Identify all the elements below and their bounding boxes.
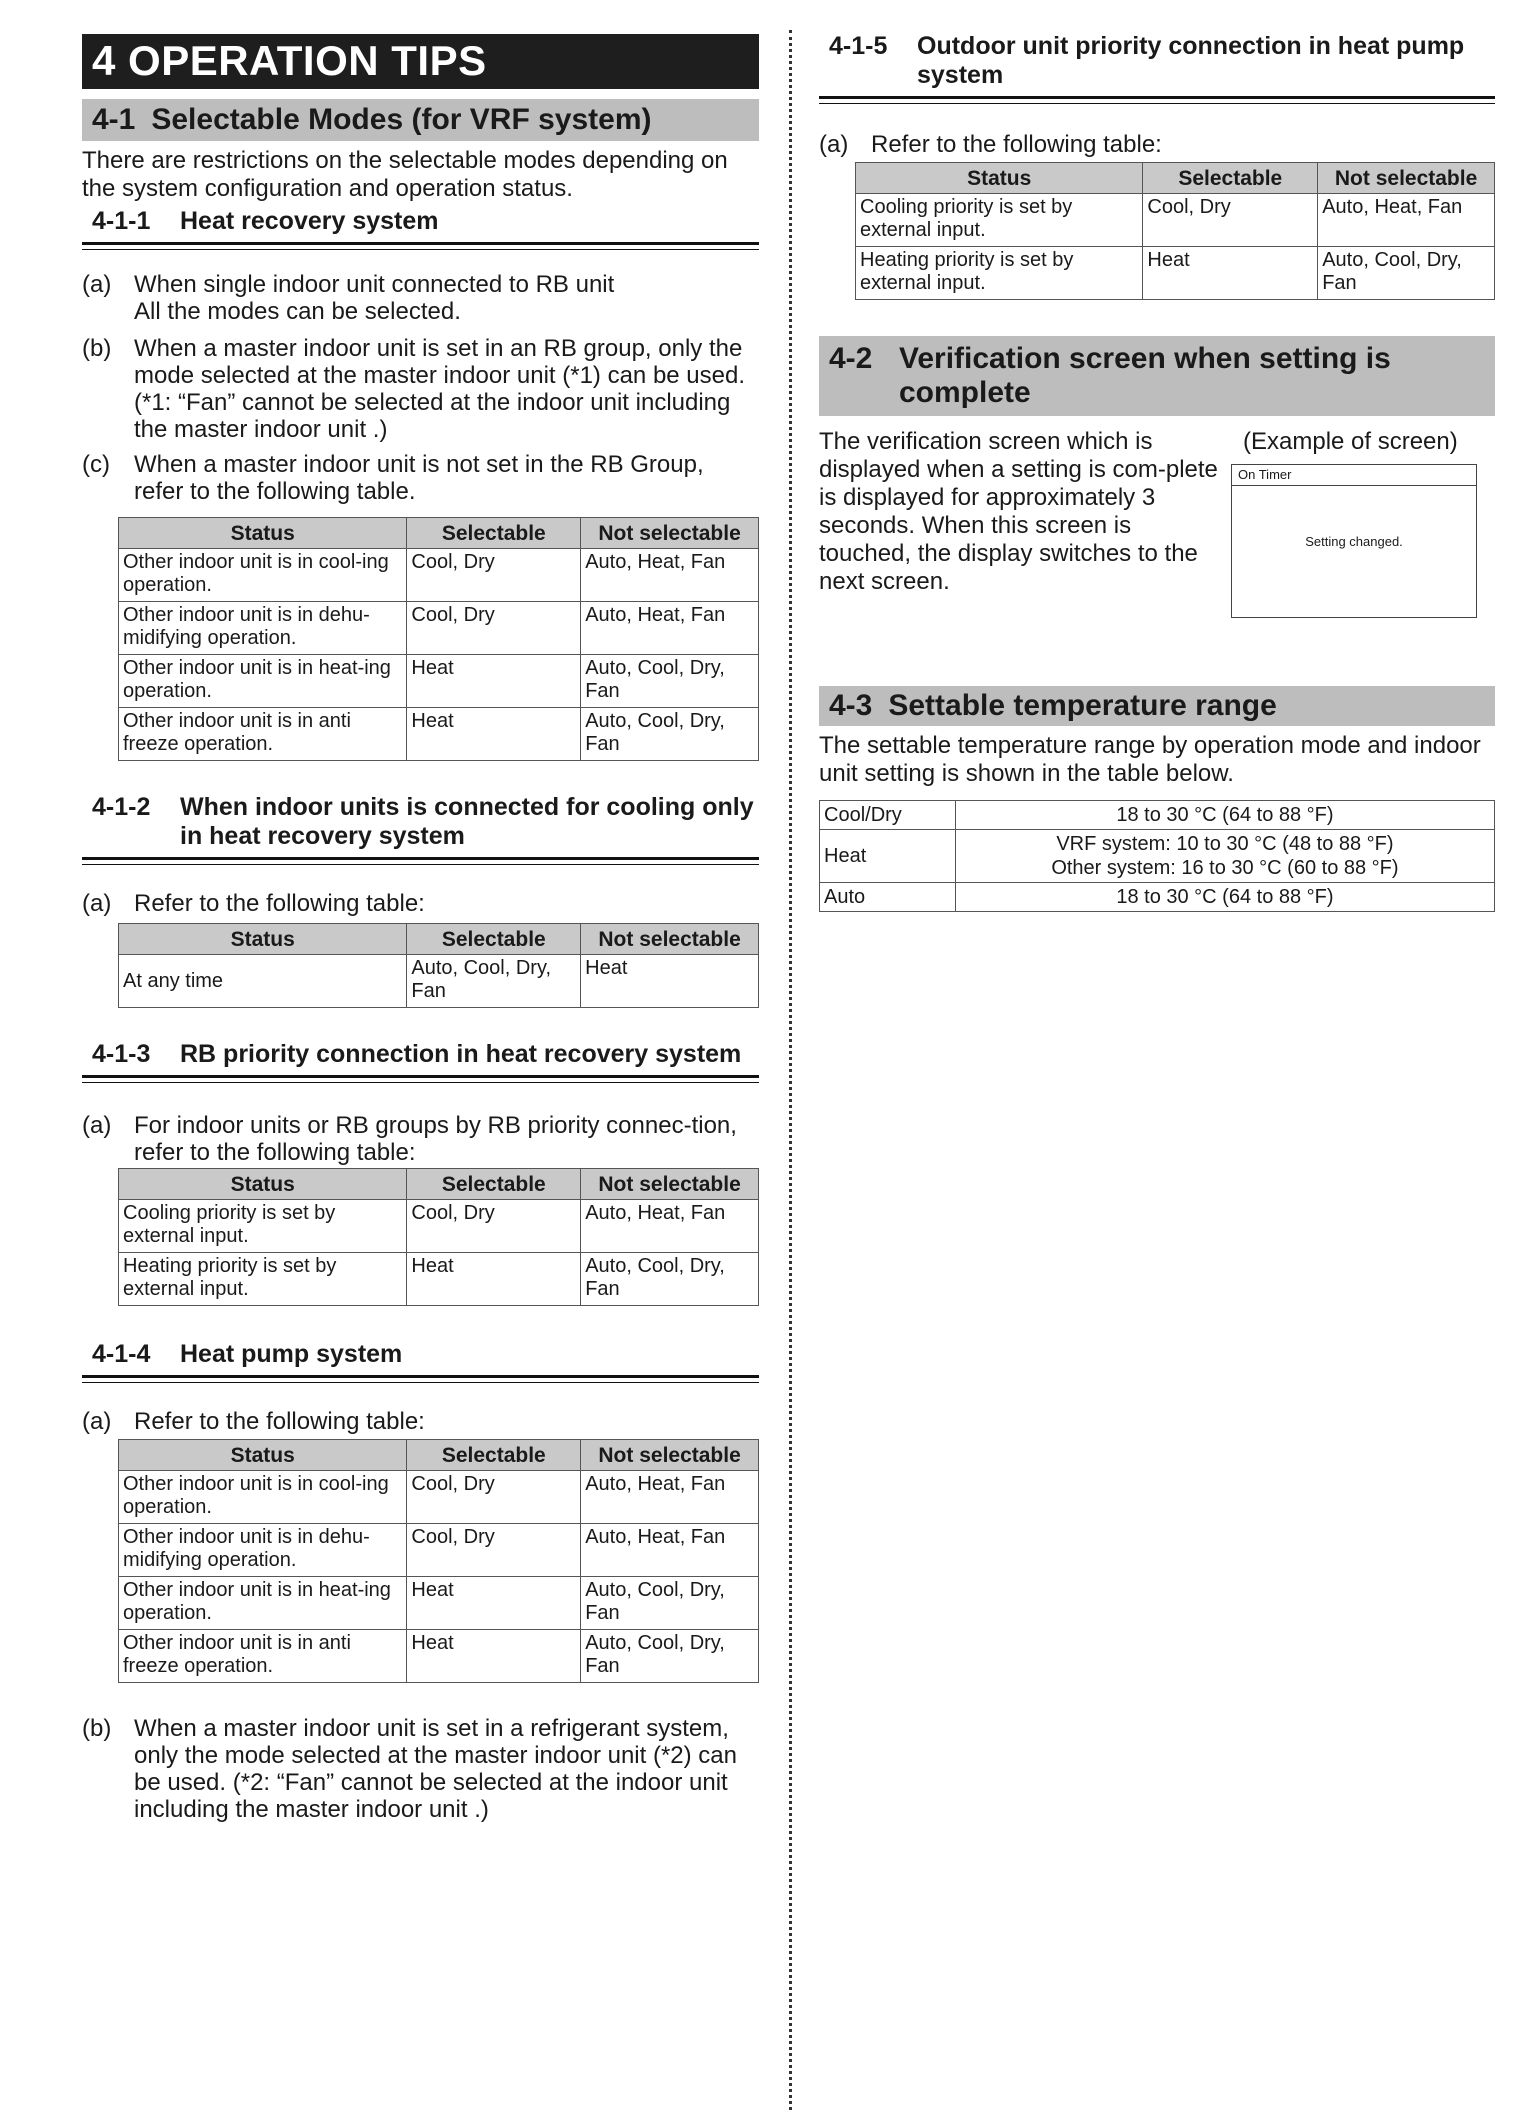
header-selectable: Selectable: [407, 518, 581, 549]
cell-not-selectable: Auto, Cool, Dry, Fan: [1318, 247, 1495, 300]
cell-not-selectable: Auto, Cool, Dry, Fan: [581, 1577, 759, 1630]
screen-message: Setting changed.: [1305, 534, 1403, 549]
verification-block: [819, 428, 1495, 658]
item-text: Refer to the following table:: [134, 890, 425, 917]
cell-selectable: Cool, Dry: [407, 1471, 581, 1524]
cell-selectable: Heat: [407, 1630, 581, 1683]
list-item-a: [82, 890, 759, 917]
modes-table-cooling-only: [118, 923, 759, 1008]
item-label: (a): [82, 271, 112, 298]
section-title: Settable temperature range: [888, 689, 1277, 722]
table-header-row: [119, 518, 759, 549]
cell-not-selectable: Auto, Heat, Fan: [581, 549, 759, 602]
cell-status: Other indoor unit is in heat-ing operation.: [119, 655, 407, 708]
cell-selectable: Cool, Dry: [407, 1524, 581, 1577]
range-line: VRF system: 10 to 30 °C (48 to 88 °F): [1056, 833, 1394, 855]
section-4-2-heading: [819, 336, 1495, 416]
table-row: [119, 1253, 759, 1306]
list-item-b: [82, 335, 759, 443]
table-row: [856, 194, 1495, 247]
table-row: [856, 247, 1495, 300]
subsection-4-1-2-heading: [82, 793, 759, 860]
subsection-number: 4-1-4: [92, 1340, 151, 1368]
cell-status: Other indoor unit is in cool-ing operation.: [119, 1471, 407, 1524]
subsection-title: Outdoor unit priority connection in heat pump system: [917, 32, 1465, 89]
cell-not-selectable: Auto, Heat, Fan: [581, 1524, 759, 1577]
cell-selectable: Heat: [1143, 247, 1318, 300]
screen-header: On Timer: [1232, 465, 1476, 486]
item-text: When single indoor unit connected to RB unit: [134, 271, 615, 298]
cell-status: Other indoor unit is in dehu-midifying operation.: [119, 1524, 407, 1577]
cell-range: 18 to 30 °C (64 to 88 °F): [955, 801, 1494, 830]
cell-selectable: Heat: [407, 1253, 581, 1306]
table-row: [820, 883, 1495, 912]
table-row: [119, 955, 759, 1008]
table-row: [119, 655, 759, 708]
cell-selectable: Heat: [407, 655, 581, 708]
cell-not-selectable: Auto, Heat, Fan: [581, 1200, 759, 1253]
cell-selectable: Cool, Dry: [1143, 194, 1318, 247]
section-intro: There are restrictions on the selectable modes depending on the system configuration and operation status.: [82, 147, 728, 202]
header-status: Status: [119, 924, 407, 955]
cell-range: [955, 830, 1494, 883]
item-text: All the modes can be selected.: [134, 298, 461, 325]
header-selectable: Selectable: [407, 1169, 581, 1200]
subsection-4-1-4-heading: [82, 1340, 759, 1378]
item-label: (c): [82, 451, 110, 478]
cell-status: Cooling priority is set by external input.: [119, 1200, 407, 1253]
cell-status: Other indoor unit is in anti freeze operation.: [119, 708, 407, 761]
table-row: [119, 708, 759, 761]
cell-mode: Heat: [820, 830, 956, 883]
cell-not-selectable: Auto, Heat, Fan: [581, 602, 759, 655]
subsection-number: 4-1-1: [92, 207, 151, 235]
cell-status: Cooling priority is set by external input.: [856, 194, 1143, 247]
table-row: [119, 1630, 759, 1683]
header-selectable: Selectable: [1143, 163, 1318, 194]
header-not-selectable: Not selectable: [581, 1440, 759, 1471]
section-title: Verification screen when setting is complete: [899, 342, 1391, 409]
modes-table-heat-pump: [118, 1439, 759, 1683]
cell-not-selectable: Auto, Cool, Dry, Fan: [581, 1253, 759, 1306]
cell-selectable: Heat: [407, 708, 581, 761]
section-4-3-heading: [819, 686, 1495, 726]
section-title: Selectable Modes (for VRF system): [151, 103, 652, 136]
cell-not-selectable: Heat: [581, 955, 759, 1008]
table-row: [820, 801, 1495, 830]
subsection-number: 4-1-5: [829, 32, 888, 60]
table-row: [119, 602, 759, 655]
subsection-title: Heat pump system: [180, 1340, 403, 1368]
left-column: [82, 0, 759, 1823]
item-text: When a master indoor unit is not set in the RB Group, refer to the following table.: [134, 451, 704, 505]
header-not-selectable: Not selectable: [1318, 163, 1495, 194]
cell-status: Other indoor unit is in cool-ing operation.: [119, 549, 407, 602]
table-row: [119, 549, 759, 602]
list-item-a: [82, 1408, 759, 1435]
section-4-1-heading: [82, 99, 759, 141]
cell-status: Other indoor unit is in anti freeze operation.: [119, 1630, 407, 1683]
cell-not-selectable: Auto, Cool, Dry, Fan: [581, 655, 759, 708]
cell-mode: Cool/Dry: [820, 801, 956, 830]
list-item-a: [819, 131, 1495, 158]
cell-status: Other indoor unit is in dehu-midifying operation.: [119, 602, 407, 655]
cell-status: Heating priority is set by external input.: [856, 247, 1143, 300]
item-label: (a): [82, 1408, 112, 1435]
cell-not-selectable: Auto, Heat, Fan: [1318, 194, 1495, 247]
example-caption: (Example of screen): [1243, 428, 1458, 455]
header-selectable: Selectable: [407, 924, 581, 955]
item-text: Refer to the following table:: [871, 131, 1162, 158]
cell-selectable: Cool, Dry: [407, 1200, 581, 1253]
column-divider: [789, 30, 792, 2110]
list-item-b: [82, 1715, 759, 1823]
subsection-title: When indoor units is connected for cooling only in heat recovery system: [180, 793, 754, 850]
header-not-selectable: Not selectable: [581, 1169, 759, 1200]
right-column: [819, 0, 1495, 912]
cell-range: 18 to 30 °C (64 to 88 °F): [955, 883, 1494, 912]
header-status: Status: [119, 1169, 407, 1200]
cell-selectable: Cool, Dry: [407, 549, 581, 602]
header-not-selectable: Not selectable: [581, 518, 759, 549]
table-row: [820, 830, 1495, 883]
section-number: 4-1: [92, 103, 136, 136]
item-text: When a master indoor unit is set in a refrigerant system, only the mode selected at the master indoor unit (*2) can be used. (*2: “Fan” cannot be selected at the indoor unit including the master indoor unit .): [134, 1715, 737, 1823]
item-label: (b): [82, 1715, 112, 1742]
item-text: When a master indoor unit is set in an RB group, only the mode selected at the master indoor unit (*1) can be used. (*1: “Fan” cannot be selected at the indoor unit including the master indoor unit .): [134, 335, 746, 443]
table-row: [119, 1524, 759, 1577]
chapter-title: 4 OPERATION TIPS: [82, 34, 759, 89]
table-header-row: [119, 1169, 759, 1200]
modes-table-rb-priority: [118, 1168, 759, 1306]
table-header-row: [119, 924, 759, 955]
list-item-c: [82, 451, 759, 505]
temperature-range-table: [819, 800, 1495, 912]
example-screen: [1231, 464, 1477, 618]
subsection-number: 4-1-3: [92, 1040, 151, 1068]
cell-not-selectable: Auto, Cool, Dry, Fan: [581, 1630, 759, 1683]
table-row: [119, 1577, 759, 1630]
table-header-row: [119, 1440, 759, 1471]
subsection-4-1-5-heading: [819, 32, 1495, 99]
list-item-a: [82, 1112, 759, 1166]
cell-selectable: Heat: [407, 1577, 581, 1630]
cell-status: At any time: [119, 955, 407, 1008]
table-header-row: [856, 163, 1495, 194]
header-status: Status: [119, 518, 407, 549]
item-label: (a): [82, 1112, 112, 1139]
verification-text: The verification screen which is displayed when a setting is com-plete is displayed for approximately 3 seconds. When this screen is touched, the display switches to the next screen.: [819, 428, 1218, 595]
item-text: For indoor units or RB groups by RB priority connec-tion, refer to the following table:: [134, 1112, 737, 1166]
header-status: Status: [119, 1440, 407, 1471]
item-text: Refer to the following table:: [134, 1408, 425, 1435]
cell-status: Other indoor unit is in heat-ing operation.: [119, 1577, 407, 1630]
cell-not-selectable: Auto, Heat, Fan: [581, 1471, 759, 1524]
section-number: 4-2: [829, 342, 873, 375]
cell-not-selectable: Auto, Cool, Dry, Fan: [581, 708, 759, 761]
subsection-4-1-3-heading: [82, 1040, 759, 1078]
cell-selectable: Cool, Dry: [407, 602, 581, 655]
header-not-selectable: Not selectable: [581, 924, 759, 955]
cell-selectable: Auto, Cool, Dry, Fan: [407, 955, 581, 1008]
item-label: (a): [819, 131, 849, 158]
table-row: [119, 1200, 759, 1253]
item-label: (a): [82, 890, 112, 917]
section-intro: The settable temperature range by operation mode and indoor unit setting is shown in the table below.: [819, 732, 1481, 787]
table-row: [119, 1471, 759, 1524]
subsection-title: Heat recovery system: [180, 207, 439, 235]
cell-status: Heating priority is set by external input.: [119, 1253, 407, 1306]
list-item-a: [82, 271, 759, 325]
subsection-4-1-1-heading: [82, 207, 759, 245]
section-number: 4-3: [829, 689, 873, 722]
modes-table-outdoor-priority: [855, 162, 1495, 300]
subsection-number: 4-1-2: [92, 793, 151, 821]
subsection-title: RB priority connection in heat recovery system: [180, 1040, 742, 1068]
header-status: Status: [856, 163, 1143, 194]
range-line: Other system: 16 to 30 °C (60 to 88 °F): [1051, 857, 1399, 879]
modes-table-heat-recovery: [118, 517, 759, 761]
cell-mode: Auto: [820, 883, 956, 912]
item-label: (b): [82, 335, 112, 362]
header-selectable: Selectable: [407, 1440, 581, 1471]
